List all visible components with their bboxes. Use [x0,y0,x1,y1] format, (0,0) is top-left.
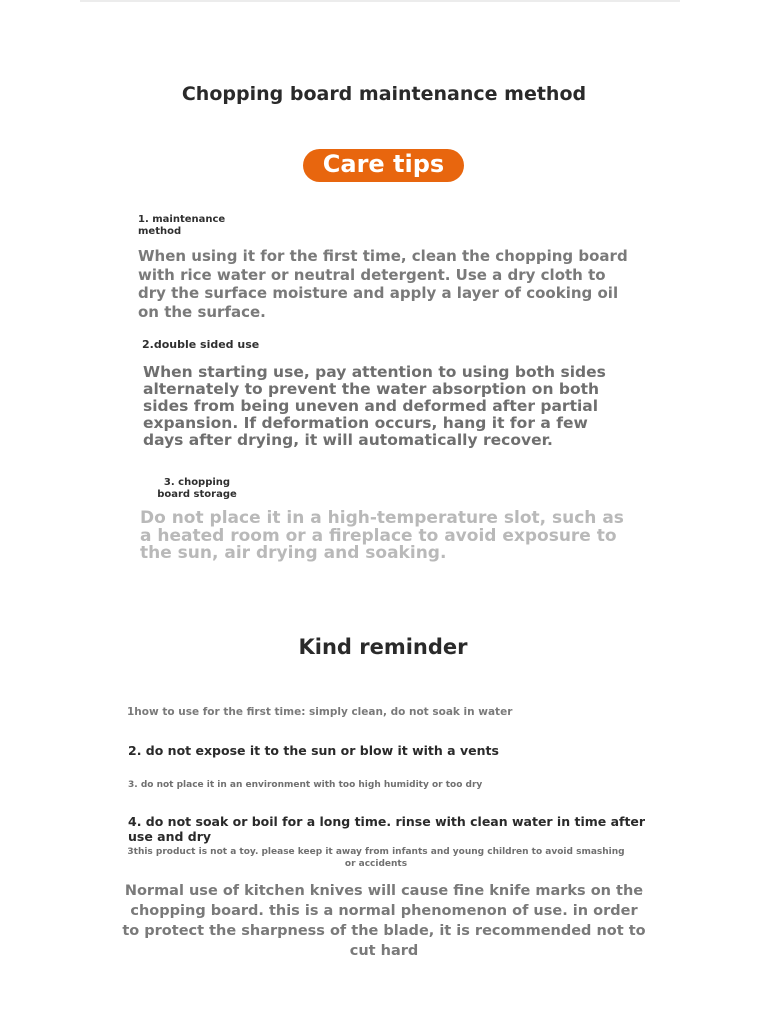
section-text-storage: Do not place it in a high-temperature slot, such as a heated room or a fireplace to avoid exposure to the sun, air drying and soaking. [140,508,624,563]
reminder-item: 3this product is not a toy. please keep it away from infants and young children to avoid smashing or accidents [127,847,625,869]
knife-marks-note: Normal use of kitchen knives will cause fine knife marks on the chopping board. this is a normal phenomenon of use. in order to protect the sharpness of the blade, it is recommended not to cut hard [122,883,646,959]
page-title: Chopping board maintenance method [181,83,587,105]
top-divider [80,0,680,2]
reminder-item: 3. do not place it in an environment with too high humidity or too dry [128,780,483,790]
care-tips-badge: Care tips [303,149,464,182]
section-heading-double-sided: 2.double sided use [142,338,260,351]
section-heading-maintenance: 1. maintenance method [138,214,226,237]
section-heading-storage: 3. chopping board storage [157,477,237,500]
section-text-maintenance: When using it for the first time, clean the chopping board with rice water or neutral detergent. Use a dry cloth to dry the surface moisture and apply a layer of cooking oil on the surface. [138,247,628,321]
reminder-item: 2. do not expose it to the sun or blow it with a vents [128,743,499,758]
reminder-title: Kind reminder [298,635,468,659]
reminder-item: 4. do not soak or boil for a long time. rinse with clean water in time after use and dry [128,814,646,844]
reminder-item: 1how to use for the first time: simply clean, do not soak in water [127,706,513,718]
section-text-double-sided: When starting use, pay attention to using both sides alternately to prevent the water absorption on both sides from being uneven and deformed after partial expansion. If deformation occurs, hang it for a few days after drying, it will automatically recover. [143,363,606,449]
